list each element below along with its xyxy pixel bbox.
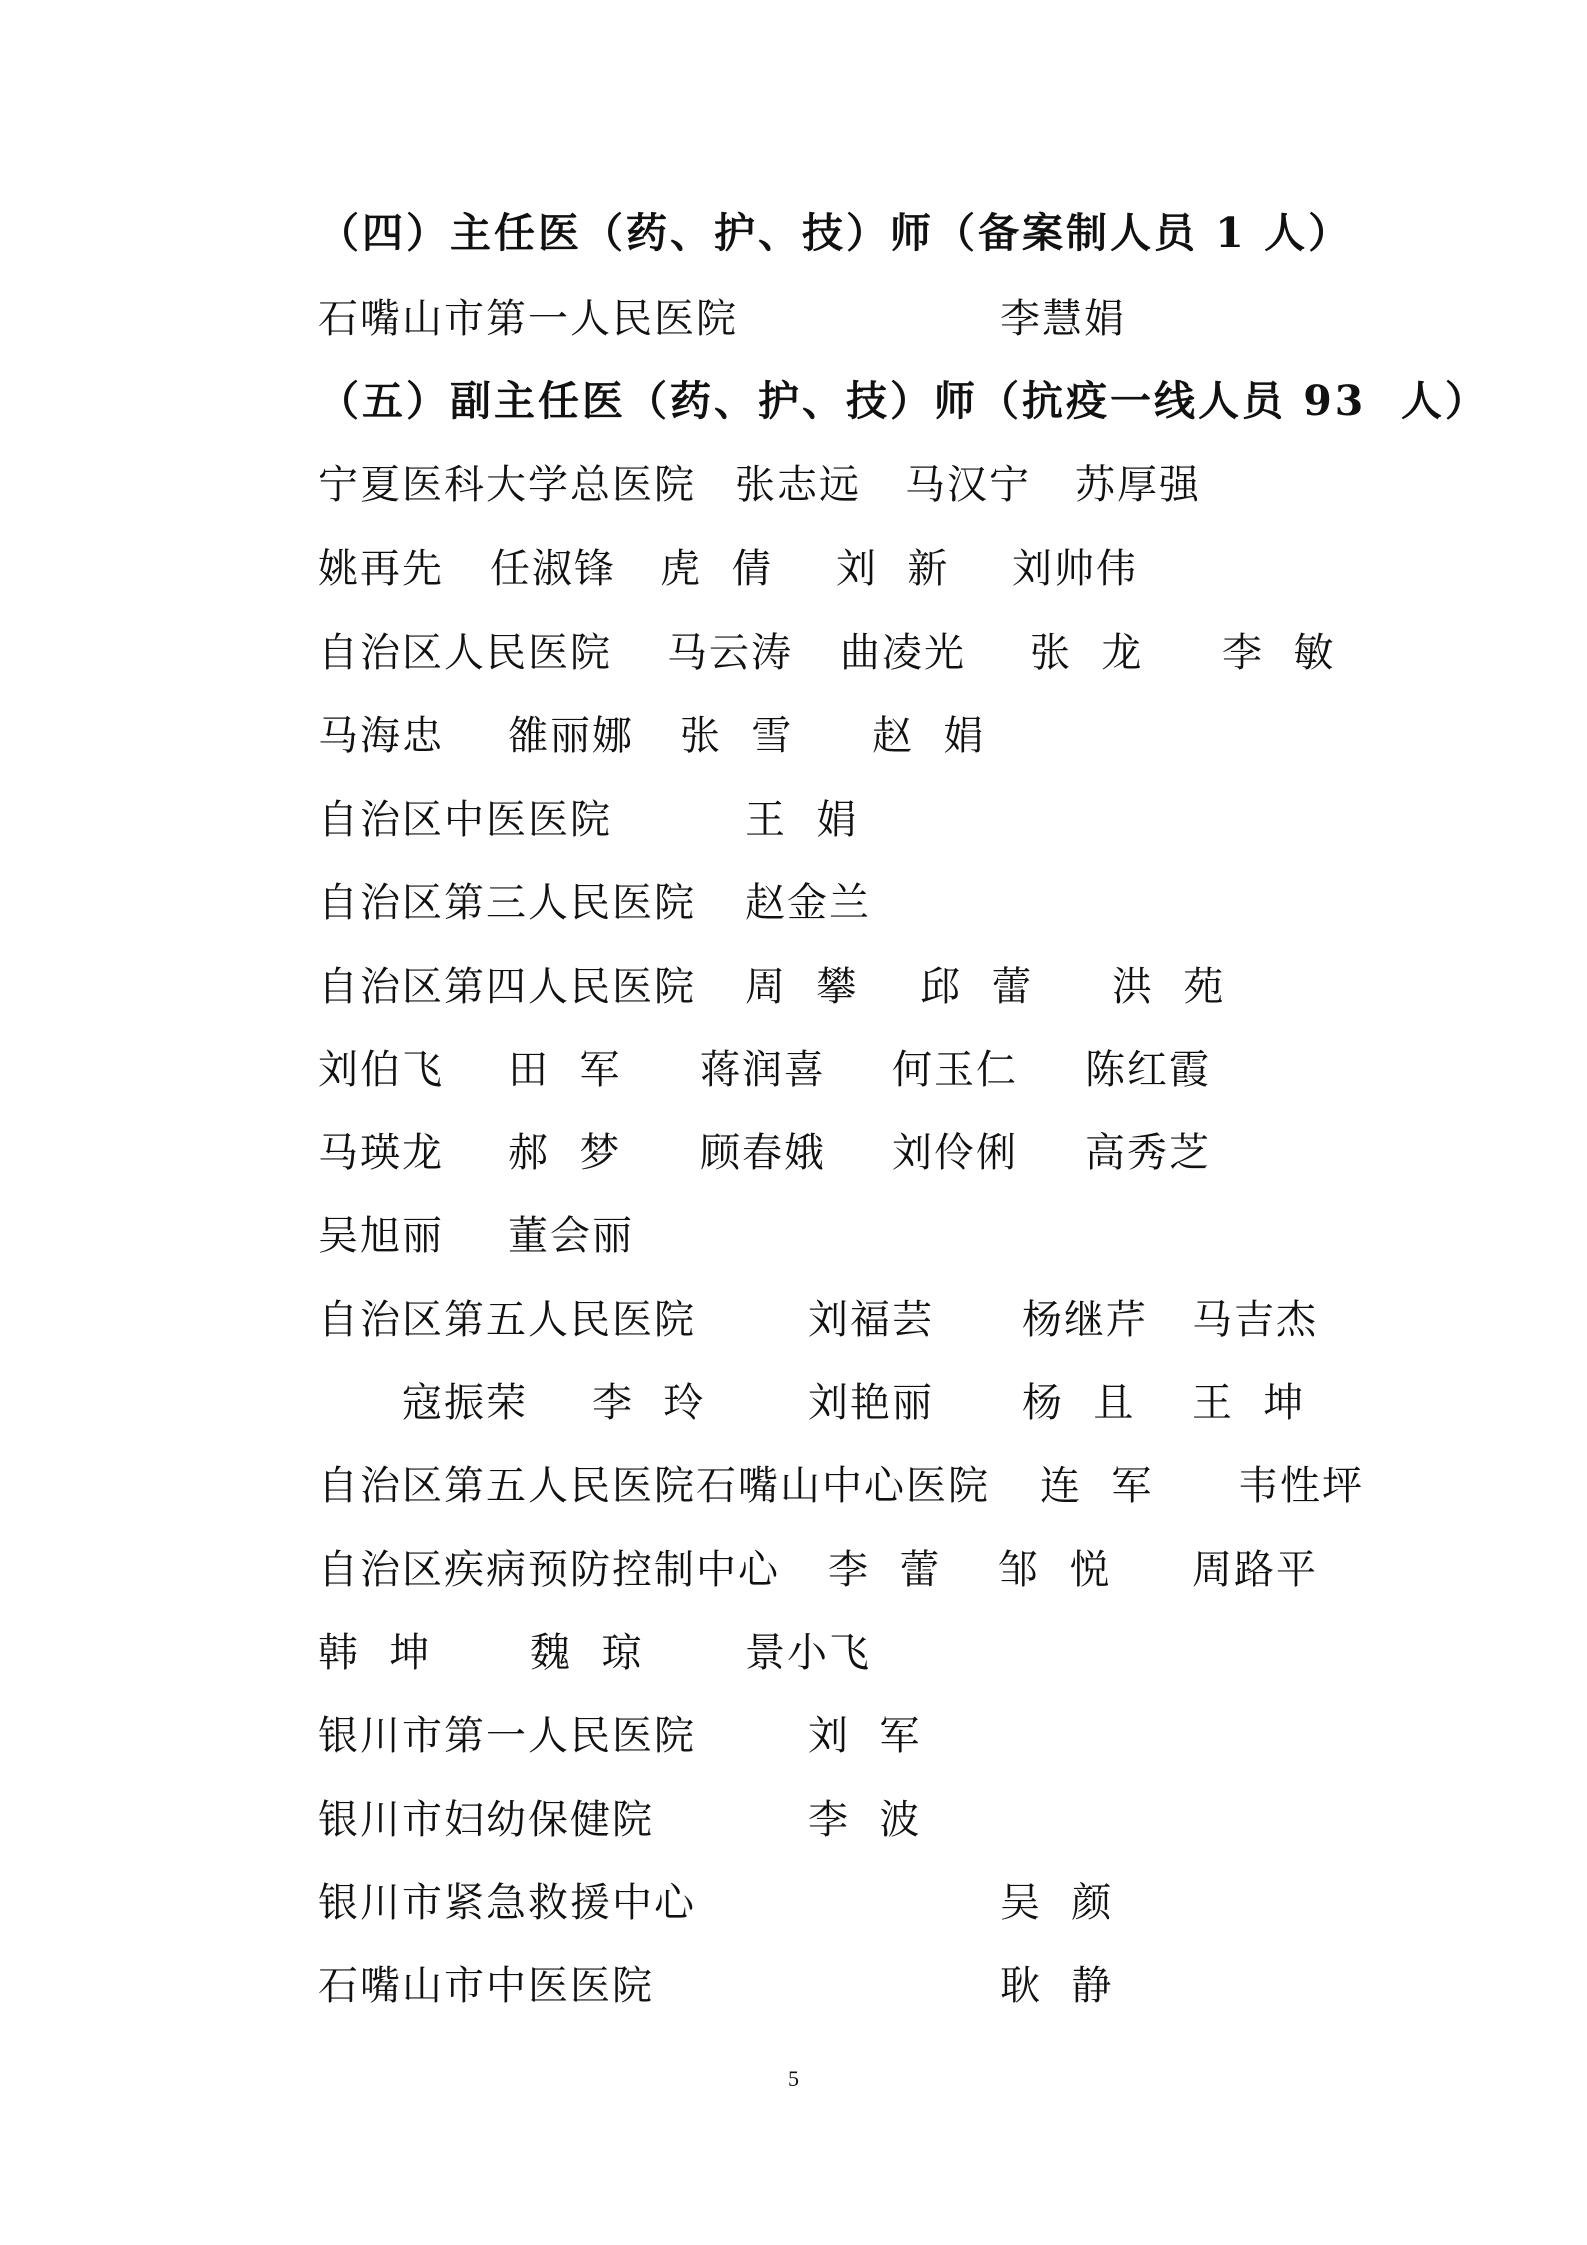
hospital-name: 宁夏医科大学总医院: [318, 462, 696, 508]
person-name: 周 攀: [745, 964, 859, 1010]
person-name: 刘伶俐: [892, 1130, 1018, 1176]
person-name: 姚再先: [318, 546, 444, 592]
person-name: 刘艳丽: [808, 1380, 934, 1426]
person-name: 任淑锋: [490, 546, 616, 592]
hospital-name: 银川市紧急救援中心: [318, 1880, 696, 1926]
hospital-name: 自治区第五人民医院: [318, 1297, 696, 1343]
person-name: 高秀芝: [1085, 1130, 1211, 1176]
person-name: 张志远: [735, 462, 861, 508]
person-name: 刘福芸: [808, 1297, 934, 1343]
person-name: 景小飞: [745, 1630, 871, 1676]
section-heading-4: （四）主任医（药、护、技）师（备案制人员 1 人）: [318, 209, 1353, 257]
person-name: 寇振荣: [402, 1380, 528, 1426]
person-name: 刘 新: [836, 546, 950, 592]
person-name: 李 敏: [1222, 630, 1336, 676]
person-name: 马云涛: [667, 630, 793, 676]
person-name: 邱 蕾: [920, 964, 1034, 1010]
person-name: 杨 且: [1022, 1380, 1136, 1426]
hospital-name: 自治区第三人民医院: [318, 880, 696, 926]
person-name: 虎 倩: [660, 546, 774, 592]
person-name: 李 波: [808, 1797, 922, 1843]
person-name: 苏厚强: [1075, 462, 1201, 508]
person-name: 洪 苑: [1112, 964, 1226, 1010]
person-name: 吴旭丽: [318, 1213, 444, 1259]
hospital-name: 自治区第四人民医院: [318, 964, 696, 1010]
person-name: 王 坤: [1192, 1380, 1306, 1426]
person-name: 赵 娟: [872, 713, 986, 759]
person-name: 耿 静: [1000, 1963, 1114, 2009]
person-name: 韦性坪: [1238, 1463, 1364, 1509]
person-name: 曲凌光: [840, 630, 966, 676]
person-name: 张 雪: [680, 713, 794, 759]
person-name: 王 娟: [745, 797, 859, 843]
person-name: 魏 琼: [530, 1630, 644, 1676]
hospital-name: 自治区中医医院: [318, 797, 612, 843]
person-name: 马海忠: [318, 713, 444, 759]
person-name: 韩 坤: [318, 1630, 432, 1676]
hospital-name: 银川市妇幼保健院: [318, 1797, 654, 1843]
person-name: 何玉仁: [892, 1047, 1018, 1093]
page-number: 5: [788, 2066, 799, 2091]
person-name: 顾春娥: [700, 1130, 826, 1176]
section-heading-5: （五）副主任医（药、护、技）师（抗疫一线人员 93 人）: [318, 377, 1489, 425]
hospital-name: 自治区第五人民医院石嘴山中心医院: [318, 1463, 990, 1509]
person-name: 刘伯飞: [318, 1047, 444, 1093]
person-name: 马瑛龙: [318, 1130, 444, 1176]
hospital-name: 石嘴山市中医医院: [318, 1963, 654, 2009]
person-name: 邹 悦: [998, 1547, 1112, 1593]
person-name: 田 军: [508, 1047, 622, 1093]
person-name: 蒋润喜: [700, 1047, 826, 1093]
person-name: 李 蕾: [828, 1547, 942, 1593]
person-name: 杨继芹: [1022, 1297, 1148, 1343]
person-name: 郝 梦: [508, 1130, 622, 1176]
person-name: 赵金兰: [745, 880, 871, 926]
hospital-name: 自治区人民医院: [318, 630, 612, 676]
person-name: 周路平: [1192, 1547, 1318, 1593]
person-name: 马汉宁: [905, 462, 1031, 508]
person-name: 张 龙: [1030, 630, 1144, 676]
person-name: 陈红霞: [1085, 1047, 1211, 1093]
person-name: 连 军: [1040, 1463, 1154, 1509]
person-name: 刘帅伟: [1012, 546, 1138, 592]
person-name: 雒丽娜: [508, 713, 634, 759]
person-name: 董会丽: [508, 1213, 634, 1259]
person-name: 李慧娟: [1000, 296, 1126, 342]
person-name: 刘 军: [808, 1713, 922, 1759]
hospital-name: 自治区疾病预防控制中心: [318, 1547, 780, 1593]
person-name: 马吉杰: [1192, 1297, 1318, 1343]
hospital-name: 石嘴山市第一人民医院: [318, 296, 738, 342]
person-name: 李 玲: [592, 1380, 706, 1426]
hospital-name: 银川市第一人民医院: [318, 1713, 696, 1759]
person-name: 吴 颜: [1000, 1880, 1114, 1926]
